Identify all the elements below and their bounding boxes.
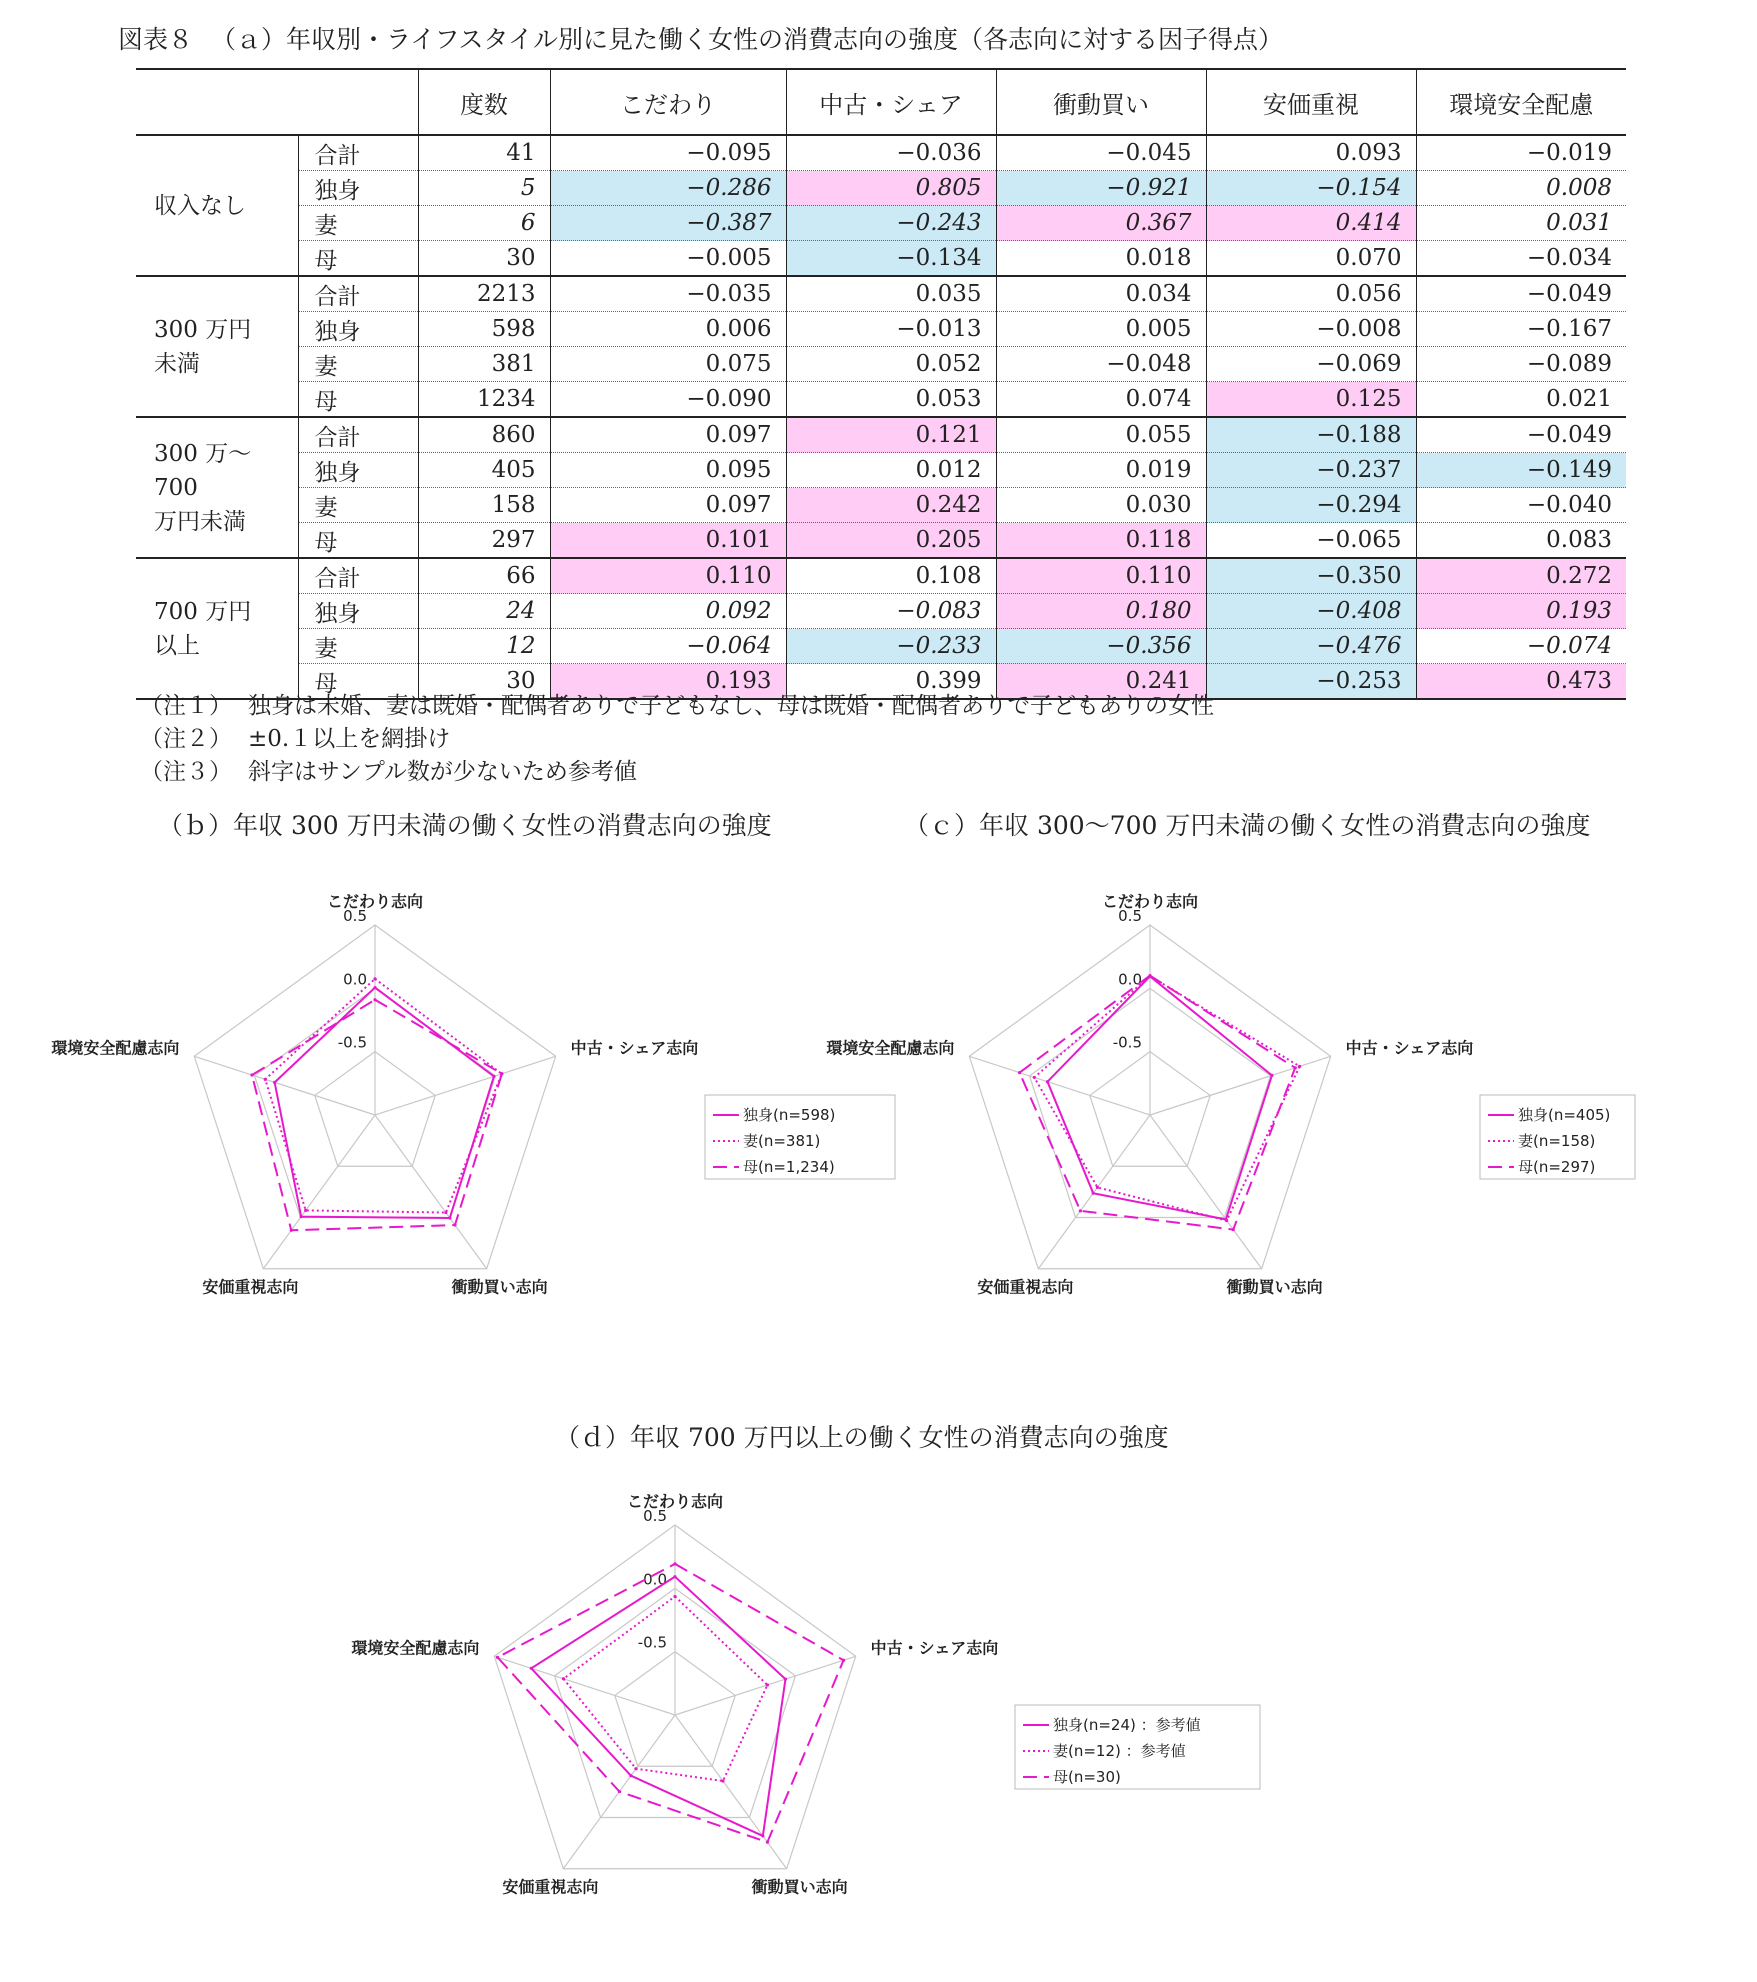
count-cell: 2213 <box>418 276 550 312</box>
note-3 <box>140 756 1214 789</box>
radar-chart-c <box>826 890 1645 1310</box>
score-cell: 0.193 <box>1416 594 1626 629</box>
data-point <box>530 1667 533 1670</box>
data-point <box>448 1216 451 1219</box>
data-point <box>562 1677 565 1680</box>
axis-spoke <box>969 1056 1150 1115</box>
series-line <box>275 988 494 1218</box>
table-row <box>136 241 1626 277</box>
data-point <box>1148 974 1151 977</box>
score-cell: 0.030 <box>996 488 1206 523</box>
legend-entry: 母(n=297) <box>1518 1158 1596 1176</box>
note-1 <box>140 690 1214 723</box>
score-cell: −0.045 <box>996 135 1206 171</box>
data-point <box>721 1779 724 1782</box>
legend-entry: 独身(n=598) <box>743 1106 836 1124</box>
legend <box>705 1095 895 1179</box>
score-cell: −0.065 <box>1206 523 1416 559</box>
axis-spoke <box>194 1056 375 1115</box>
score-cell: −0.083 <box>786 594 996 629</box>
score-cell: −0.350 <box>1206 558 1416 594</box>
note-text: 独身は未婚、妻は既婚・配偶者ありで子どもなし、母は既婚・配偶者ありで子どもありの女性 <box>248 693 1214 719</box>
legend-entry: 独身(n=405) <box>1518 1106 1611 1124</box>
data-point <box>1096 1186 1099 1189</box>
lifestyle-label: 母 <box>298 664 418 700</box>
count-cell: 381 <box>418 347 550 382</box>
axis-label: 安価重視志向 <box>977 1277 1074 1297</box>
score-cell: −0.064 <box>550 629 786 664</box>
score-cell: −0.036 <box>786 135 996 171</box>
score-cell: 0.118 <box>996 523 1206 559</box>
data-point <box>373 986 376 989</box>
count-cell: 12 <box>418 629 550 664</box>
score-cell: 0.006 <box>550 312 786 347</box>
lifestyle-label: 合計 <box>298 558 418 594</box>
score-cell: −0.019 <box>1416 135 1626 171</box>
legend-entry: 母(n=1,234) <box>743 1158 835 1176</box>
axis-label: 安価重視志向 <box>502 1877 599 1897</box>
note-label: （注１） <box>140 693 232 719</box>
score-cell: 0.055 <box>996 417 1206 453</box>
table-row <box>136 206 1626 241</box>
legend-entry: 妻(n=381) <box>743 1132 821 1150</box>
axis-label: こだわり志向 <box>1101 892 1199 911</box>
data-point <box>784 1678 787 1681</box>
radar-chart-d <box>351 1492 1280 1945</box>
axis-spoke <box>1150 1115 1262 1269</box>
score-cell: 0.093 <box>1206 135 1416 171</box>
score-cell: −0.069 <box>1206 347 1416 382</box>
legend <box>1480 1095 1635 1179</box>
score-cell: −0.188 <box>1206 417 1416 453</box>
table-row <box>136 171 1626 206</box>
data-point <box>373 977 376 980</box>
axis-label: こだわり志向 <box>326 892 424 911</box>
score-cell: 0.108 <box>786 558 996 594</box>
score-cell: −0.049 <box>1416 417 1626 453</box>
score-cell: −0.035 <box>550 276 786 312</box>
table-row <box>136 347 1626 382</box>
score-cell: 0.083 <box>1416 523 1626 559</box>
table-row <box>136 488 1626 523</box>
lifestyle-label: 合計 <box>298 276 418 312</box>
series-line <box>531 1577 785 1836</box>
series-line <box>1020 976 1296 1230</box>
header-impulse: 衝動買い <box>996 69 1206 135</box>
score-cell: 0.121 <box>786 417 996 453</box>
count-cell: 24 <box>418 594 550 629</box>
data-point <box>453 1223 456 1226</box>
score-cell: −0.294 <box>1206 488 1416 523</box>
income-group-label: 300 万円 未満 <box>136 276 298 417</box>
data-point <box>1298 1065 1301 1068</box>
score-cell: 0.805 <box>786 171 996 206</box>
count-cell: 30 <box>418 241 550 277</box>
score-cell: 0.110 <box>550 558 786 594</box>
score-cell: −0.095 <box>550 135 786 171</box>
score-cell: 0.052 <box>786 347 996 382</box>
score-cell: 0.180 <box>996 594 1206 629</box>
score-cell: 0.018 <box>996 241 1206 277</box>
data-point <box>761 1834 764 1837</box>
chart-c-title: （ｃ）年収 300～700 万円未満の働く女性の消費志向の強度 <box>904 811 1591 840</box>
table-row <box>136 417 1626 453</box>
count-cell: 41 <box>418 135 550 171</box>
score-cell: 0.095 <box>550 453 786 488</box>
header-blank <box>136 69 418 135</box>
score-cell: 0.075 <box>550 347 786 382</box>
income-group-label: 300 万～700 万円未満 <box>136 417 298 558</box>
tick-label: 0.0 <box>643 1570 667 1589</box>
note-label: （注３） <box>140 759 232 785</box>
score-cell: 0.034 <box>996 276 1206 312</box>
axis-label: こだわり志向 <box>626 1492 724 1511</box>
series-line <box>252 1000 502 1231</box>
score-cell: −0.408 <box>1206 594 1416 629</box>
data-point <box>492 1075 495 1078</box>
tick-label: 0.5 <box>643 1507 667 1525</box>
data-point <box>300 1215 303 1218</box>
series-line <box>265 979 501 1213</box>
score-cell: −0.921 <box>996 171 1206 206</box>
lifestyle-label: 合計 <box>298 135 418 171</box>
chart-b-title: （ｂ）年収 300 万円未満の働く女性の消費志向の強度 <box>158 811 772 840</box>
data-point <box>1232 1228 1235 1231</box>
data-point <box>273 1081 276 1084</box>
table-row <box>136 523 1626 559</box>
lifestyle-label: 母 <box>298 382 418 418</box>
series-line <box>1047 976 1271 1219</box>
score-cell: 0.125 <box>1206 382 1416 418</box>
axis-label: 衝動買い志向 <box>451 1277 548 1297</box>
data-point <box>673 1562 676 1565</box>
data-point <box>766 1841 769 1844</box>
tick-label: 0.0 <box>1118 970 1142 989</box>
table-row <box>136 382 1626 418</box>
score-cell: 0.097 <box>550 417 786 453</box>
data-point <box>290 1229 293 1232</box>
lifestyle-label: 独身 <box>298 453 418 488</box>
radar-chart-b <box>51 890 870 1310</box>
table-row <box>136 558 1626 594</box>
score-cell: 0.241 <box>996 664 1206 700</box>
score-cell: −0.167 <box>1416 312 1626 347</box>
score-cell: −0.286 <box>550 171 786 206</box>
count-cell: 860 <box>418 417 550 453</box>
lifestyle-label: 妻 <box>298 206 418 241</box>
score-cell: −0.008 <box>1206 312 1416 347</box>
data-point <box>618 1790 621 1793</box>
data-point <box>766 1683 769 1686</box>
axis-label: 衝動買い志向 <box>1226 1277 1323 1297</box>
score-cell: 0.272 <box>1416 558 1626 594</box>
count-cell: 6 <box>418 206 550 241</box>
data-point <box>444 1211 447 1214</box>
data-point <box>1092 1192 1095 1195</box>
tick-label: -0.5 <box>1112 1033 1142 1052</box>
score-cell: 0.005 <box>996 312 1206 347</box>
lifestyle-label: 妻 <box>298 629 418 664</box>
score-cell: −0.154 <box>1206 171 1416 206</box>
score-cell: −0.005 <box>550 241 786 277</box>
data-point <box>500 1072 503 1075</box>
data-point <box>1018 1071 1021 1074</box>
tick-label: 0.5 <box>343 907 367 925</box>
count-cell: 1234 <box>418 382 550 418</box>
score-cell: −0.233 <box>786 629 996 664</box>
score-cell: 0.074 <box>996 382 1206 418</box>
lifestyle-label: 独身 <box>298 594 418 629</box>
axis-label: 中古・シェア志向 <box>1345 1038 1474 1058</box>
count-cell: 66 <box>418 558 550 594</box>
lifestyle-label: 母 <box>298 523 418 559</box>
legend-entry: 妻(n=158) <box>1518 1132 1596 1150</box>
data-point <box>629 1774 632 1777</box>
table-row <box>136 629 1626 664</box>
tick-label: -0.5 <box>337 1033 367 1052</box>
data-point <box>496 1656 499 1659</box>
data-point <box>673 1575 676 1578</box>
table-header-row <box>136 69 1626 135</box>
data-point <box>842 1659 845 1662</box>
axis-spoke <box>375 1056 556 1115</box>
legend-entry: 妻(n=12) ：参考値 <box>1053 1742 1186 1760</box>
axis-spoke <box>263 1115 375 1269</box>
score-cell: 0.021 <box>1416 382 1626 418</box>
table-body <box>136 135 1626 699</box>
legend-entry: 独身(n=24) ：参考値 <box>1053 1716 1201 1734</box>
score-cell: 0.056 <box>1206 276 1416 312</box>
score-cell: −0.243 <box>786 206 996 241</box>
score-cell: −0.074 <box>1416 629 1626 664</box>
lifestyle-label: 母 <box>298 241 418 277</box>
figure-title-text: （ａ）年収別・ライフスタイル別に見た働く女性の消費志向の強度（各志向に対する因子得点） <box>211 25 1284 54</box>
header-used-share: 中古・シェア <box>786 69 996 135</box>
tick-label: 0.5 <box>1118 907 1142 925</box>
lifestyle-label: 合計 <box>298 417 418 453</box>
tick-label: 0.0 <box>343 970 367 989</box>
legend <box>1015 1705 1260 1789</box>
score-cell: −0.237 <box>1206 453 1416 488</box>
header-eco-safety: 環境安全配慮 <box>1416 69 1626 135</box>
score-cell: −0.387 <box>550 206 786 241</box>
data-point <box>1270 1074 1273 1077</box>
lifestyle-label: 独身 <box>298 312 418 347</box>
score-cell: −0.040 <box>1416 488 1626 523</box>
header-count: 度数 <box>418 69 550 135</box>
score-cell: −0.476 <box>1206 629 1416 664</box>
lifestyle-label: 妻 <box>298 347 418 382</box>
tick-label: -0.5 <box>637 1633 667 1652</box>
note-text: 斜字はサンプル数が少ないため参考値 <box>248 759 637 785</box>
score-cell: −0.356 <box>996 629 1206 664</box>
score-cell: 0.101 <box>550 523 786 559</box>
score-cell: −0.149 <box>1416 453 1626 488</box>
data-point <box>634 1767 637 1770</box>
data-point <box>1294 1066 1297 1069</box>
income-group-label: 700 万円 以上 <box>136 558 298 699</box>
data-point <box>373 998 376 1001</box>
axis-label: 衝動買い志向 <box>751 1877 848 1897</box>
score-cell: −0.048 <box>996 347 1206 382</box>
score-cell: 0.473 <box>1416 664 1626 700</box>
score-cell: 0.399 <box>786 664 996 700</box>
score-cell: 0.242 <box>786 488 996 523</box>
axis-spoke <box>675 1656 856 1715</box>
axis-label: 環境安全配慮志向 <box>351 1638 480 1658</box>
score-cell: 0.205 <box>786 523 996 559</box>
score-cell: 0.012 <box>786 453 996 488</box>
table-row <box>136 453 1626 488</box>
header-kodawari: こだわり <box>550 69 786 135</box>
chart-d-title: （ｄ）年収 700 万円以上の働く女性の消費志向の強度 <box>555 1423 1169 1452</box>
axis-spoke <box>1150 1056 1331 1115</box>
data-point <box>1033 1076 1036 1079</box>
score-cell: 0.070 <box>1206 241 1416 277</box>
table-row <box>136 276 1626 312</box>
note-2 <box>140 723 1214 756</box>
header-cheap: 安価重視 <box>1206 69 1416 135</box>
series-line <box>1034 976 1299 1221</box>
income-group-label: 収入なし <box>136 135 298 276</box>
count-cell: 598 <box>418 312 550 347</box>
data-point <box>1079 1209 1082 1212</box>
score-cell: 0.019 <box>996 453 1206 488</box>
axis-label: 中古・シェア志向 <box>870 1638 999 1658</box>
lifestyle-label: 独身 <box>298 171 418 206</box>
note-text: ±0.１以上を網掛け <box>248 726 451 752</box>
count-cell: 297 <box>418 523 550 559</box>
legend-entry: 母(n=30) <box>1053 1768 1121 1786</box>
axis-label: 環境安全配慮志向 <box>826 1038 955 1058</box>
data-point <box>1225 1219 1228 1222</box>
score-cell: 0.035 <box>786 276 996 312</box>
figure-number: 図表８ <box>118 25 194 54</box>
data-point <box>250 1073 253 1076</box>
score-cell: −0.034 <box>1416 241 1626 277</box>
score-cell: −0.253 <box>1206 664 1416 700</box>
data-point <box>264 1078 267 1081</box>
score-cell: −0.134 <box>786 241 996 277</box>
table-row <box>136 135 1626 171</box>
score-cell: 0.008 <box>1416 171 1626 206</box>
score-cell: 0.092 <box>550 594 786 629</box>
notes <box>140 690 1214 789</box>
score-cell: −0.049 <box>1416 276 1626 312</box>
score-cell: 0.053 <box>786 382 996 418</box>
score-cell: 0.097 <box>550 488 786 523</box>
axis-spoke <box>1038 1115 1150 1269</box>
score-cell: 0.414 <box>1206 206 1416 241</box>
table-row <box>136 594 1626 629</box>
table-row <box>136 312 1626 347</box>
score-cell: 0.031 <box>1416 206 1626 241</box>
axis-label: 環境安全配慮志向 <box>51 1038 180 1058</box>
data-point <box>673 1595 676 1598</box>
count-cell: 405 <box>418 453 550 488</box>
score-cell: −0.013 <box>786 312 996 347</box>
count-cell: 158 <box>418 488 550 523</box>
axis-spoke <box>494 1656 675 1715</box>
lifestyle-label: 妻 <box>298 488 418 523</box>
axis-label: 安価重視志向 <box>202 1277 299 1297</box>
factor-score-table <box>136 68 1626 700</box>
data-point <box>304 1209 307 1212</box>
series-line <box>498 1564 844 1842</box>
score-cell: 0.367 <box>996 206 1206 241</box>
score-cell: −0.090 <box>550 382 786 418</box>
axis-spoke <box>375 1115 487 1269</box>
score-cell: 0.193 <box>550 664 786 700</box>
axis-label: 中古・シェア志向 <box>570 1038 699 1058</box>
figure-title <box>118 20 1301 56</box>
note-label: （注２） <box>140 726 232 752</box>
score-cell: 0.110 <box>996 558 1206 594</box>
score-cell: −0.089 <box>1416 347 1626 382</box>
count-cell: 30 <box>418 664 550 700</box>
count-cell: 5 <box>418 171 550 206</box>
data-point <box>1046 1080 1049 1083</box>
